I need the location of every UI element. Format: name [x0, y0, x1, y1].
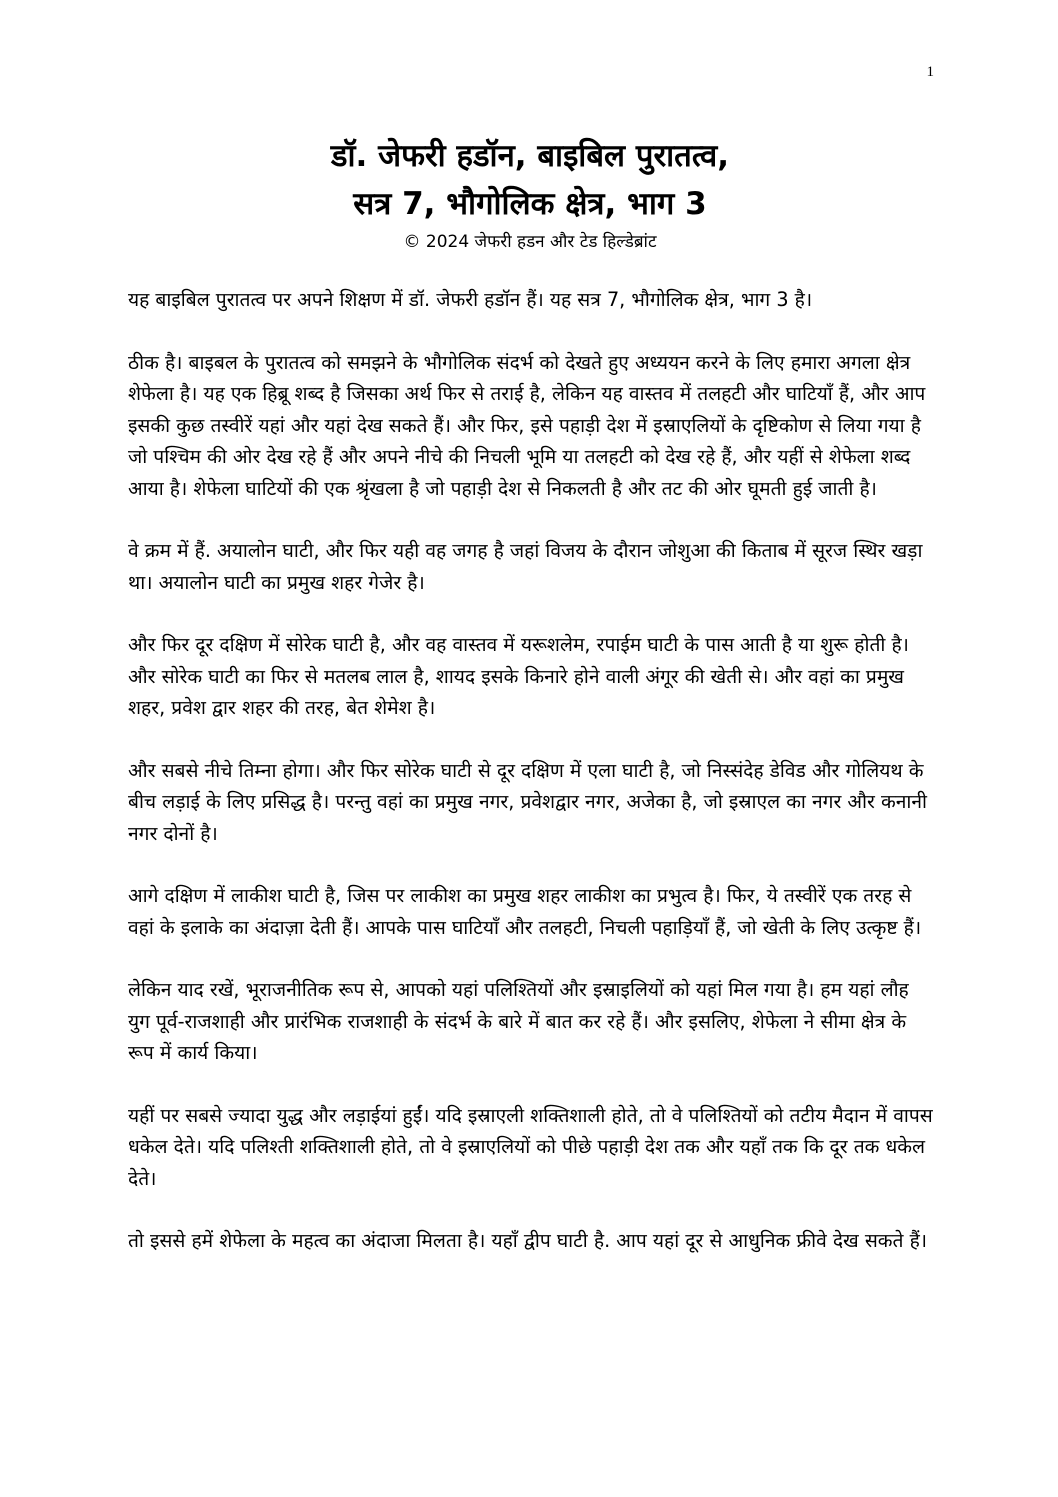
paragraph: तो इससे हमें शेफेला के महत्व का अंदाजा मिलता है। यहाँ द्वीप घाटी है. आप यहां दूर से आधुनिक फ्रीवे देख सकते हैं।	[128, 1229, 928, 1252]
paragraph: वे क्रम में हैं. अयालोन घाटी, और फिर यही वह जगह है जहां विजय के दौरान जोशुआ की किताब में सूरज स्थिर खड़ा था। अयालोन घाटी का प्रमुख शहर गेजेर है।	[128, 539, 923, 594]
paragraph: और सबसे नीचे तिम्ना होगा। और फिर सोरेक घाटी से दूर दक्षिण में एला घाटी है, जो निस्संदेह डेविड और गोलियथ के बीच लड़ाई के लिए प्रसिद्ध है। परन्तु वहां का प्रमुख नगर, प्रवेशद्वार नगर, अजेका है, जो इस्राएल का नगर और कनानी नगर दोनों है।	[128, 758, 927, 845]
title-line-1: डॉ. जेफरी हडॉन, बाइबिल पुरातत्व,	[330, 138, 730, 174]
paragraph: आगे दक्षिण में लाकीश घाटी है, जिस पर लाकीश का प्रमुख शहर लाकीश का प्रभुत्व है। फिर, ये तस्वीरें एक तरह से वहां के इलाके का अंदाज़ा देती हैं। आपके पास घाटियाँ और तलहटी, निचली पहाड़ियाँ हैं, जो खेती के लिए उत्कृष्ट हैं।	[128, 884, 922, 939]
paragraph: लेकिन याद रखें, भूराजनीतिक रूप से, आपको यहां पलिश्तियों और इस्राइलियों को यहां मिल गया है। हम यहां लौह युग पूर्व-राजशाही और प्रारंभिक राजशाही के संदर्भ के बारे में बात कर रहे हैं। और इसलिए, शेफेला ने सीमा क्षेत्र के रूप में कार्य किया।	[128, 978, 909, 1064]
paragraph: ठीक है। बाइबल के पुरातत्व को समझने के भौगोलिक संदर्भ को देखते हुए अध्ययन करने के लिए हमारा अगला क्षेत्र शेफेला है। यह एक हिब्रू शब्द है जिसका अर्थ फिर से तराई है, लेकिन यह वास्तव में तलहटी और घाटियाँ हैं, और आप इसकी कुछ तस्वीरें यहां और यहां देख सकते हैं। और फिर, इसे पहाड़ी देश में इस्राएलियों के दृष्टिकोण से लिया गया है जो पश्चिम की ओर देख रहे हैं और अपने नीचे की निचली भूमि या तलहटी को देख रहे हैं, और यहीं से शेफेला शब्द आया है। शेफेला घाटियों की एक श्रृंखला है जो पहाड़ी देश से निकलती है और तट की ओर घूमती हुई जाती है।	[128, 350, 926, 500]
paragraph: और फिर दूर दक्षिण में सोरेक घाटी है, और वह वास्तव में यरूशलेम, रपाईम घाटी के पास आती है या शुरू होती है। और सोरेक घाटी का फिर से मतलब लाल है, शायद इसके किनारे होने वाली अंगूर की खेती से। और वहां का प्रमुख शहर, प्रवेश द्वार शहर की तरह, बेत शेमेश है।	[128, 633, 909, 719]
page-number: 1	[926, 64, 934, 80]
paragraph: यह बाइबिल पुरातत्व पर अपने शिक्षण में डॉ. जेफरी हडॉन हैं। यह सत्र 7, भौगोलिक क्षेत्र, भाग 3 है।	[128, 288, 813, 311]
document-title	[110, 132, 950, 228]
copyright-line: © 2024 जेफरी हडन और टेड हिल्डेब्रांट	[403, 232, 657, 252]
document-body	[128, 284, 936, 1288]
paragraph: यहीं पर सबसे ज्यादा युद्ध और लड़ाईयां हुईं। यदि इस्राएली शक्तिशाली होते, तो वे पलिश्तियों को तटीय मैदान में वापस धकेल देते। यदि पलिश्ती शक्तिशाली होते, तो वे इस्राएलियों को पीछे पहाड़ी देश तक और यहाँ तक कि दूर तक धकेल देते।	[128, 1103, 933, 1190]
title-line-2: सत्र 7, भौगोलिक क्षेत्र, भाग 3	[353, 186, 707, 222]
